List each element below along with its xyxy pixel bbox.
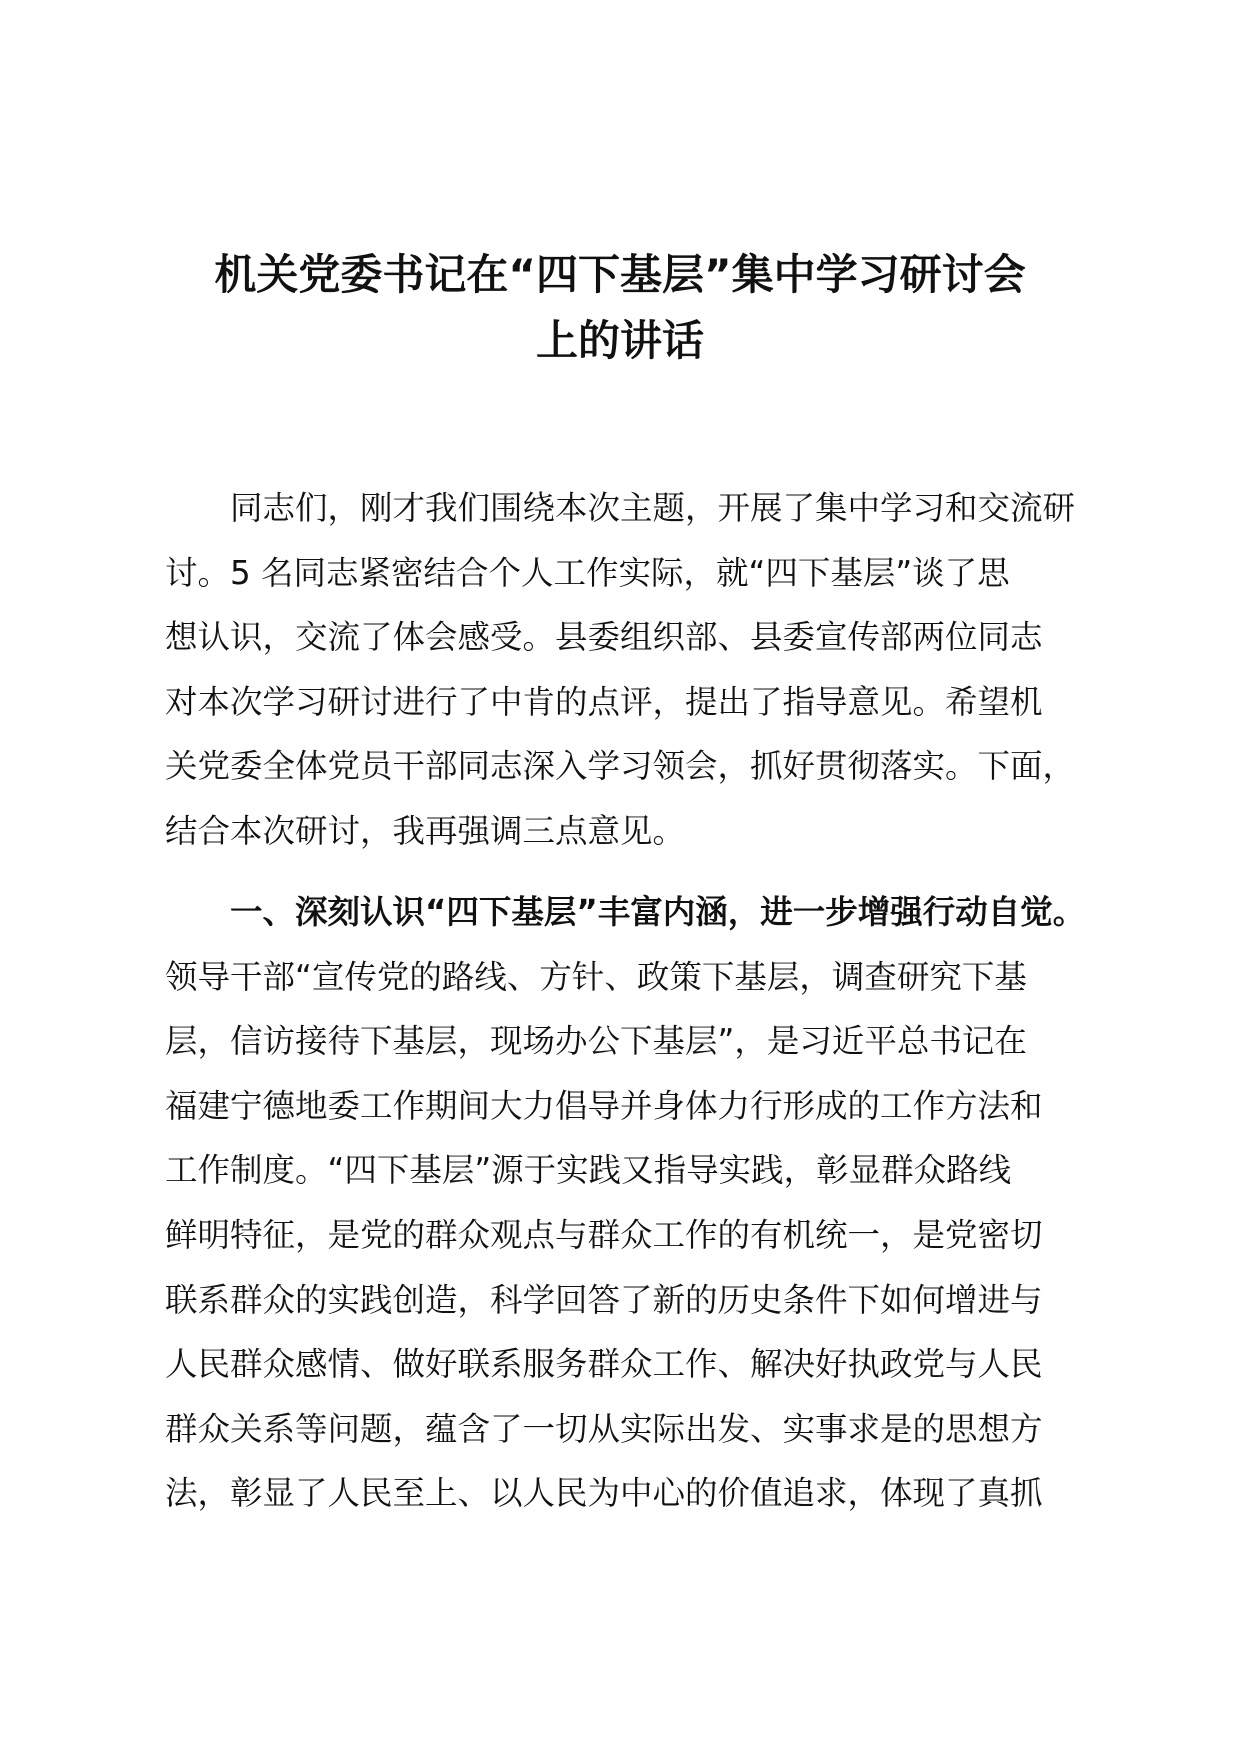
title-line-2: 上的讲话: [535, 316, 704, 365]
paragraph-line: 关党委全体党员干部同志深入学习领会，抓好贯彻落实。下面，: [165, 747, 1076, 786]
paragraph-line: 同志们，刚才我们围绕本次主题，开展了集中学习和交流研: [165, 489, 1076, 527]
opening-paragraph: [165, 476, 1077, 864]
paragraph-line: 人民群众感情、做好联系服务群众工作、解决好执政党与人民: [165, 1345, 1043, 1384]
paragraph-line: 结合本次研讨，我再强调三点意见。: [165, 811, 686, 850]
paragraph-line: 工作制度。“四下基层”源于实践又指导实践，彰显群众路线: [165, 1151, 1012, 1190]
paragraph-line: 讨。5 名同志紧密结合个人工作实际，就“四下基层”谈了思: [165, 553, 1010, 592]
section-1-heading: 一、深刻认识“四下基层”丰富内涵，进一步增强行动自觉。: [165, 893, 1086, 931]
title-line-1: 机关党委书记在“四下基层”集中学习研讨会: [214, 250, 1026, 299]
paragraph-line: 福建宁德地委工作期间大力倡导并身体力行形成的工作方法和: [165, 1086, 1043, 1125]
paragraph-line: 领导干部“宣传党的路线、方针、政策下基层，调查研究下基: [165, 957, 1027, 996]
paragraph-line: 对本次学习研讨进行了中肯的点评，提出了指导意见。希望机: [165, 682, 1043, 721]
paragraph-line: 法，彰显了人民至上、以人民为中心的价值追求，体现了真抓: [165, 1474, 1043, 1513]
paragraph-line: 联系群众的实践创造，科学回答了新的历史条件下如何增进与: [165, 1280, 1043, 1319]
paragraph-line: 鲜明特征，是党的群众观点与群众工作的有机统一，是党密切: [165, 1215, 1043, 1254]
paragraph-line: 群众关系等问题，蕴含了一切从实际出发、实事求是的思想方: [165, 1409, 1043, 1448]
paragraph-line: 想认识，交流了体会感受。县委组织部、县委宣传部两位同志: [165, 618, 1043, 657]
document-title: [150, 242, 1090, 374]
section-1-paragraph: [165, 880, 1086, 1526]
paragraph-line: 层，信访接待下基层，现场办公下基层”，是习近平总书记在: [165, 1022, 1027, 1061]
